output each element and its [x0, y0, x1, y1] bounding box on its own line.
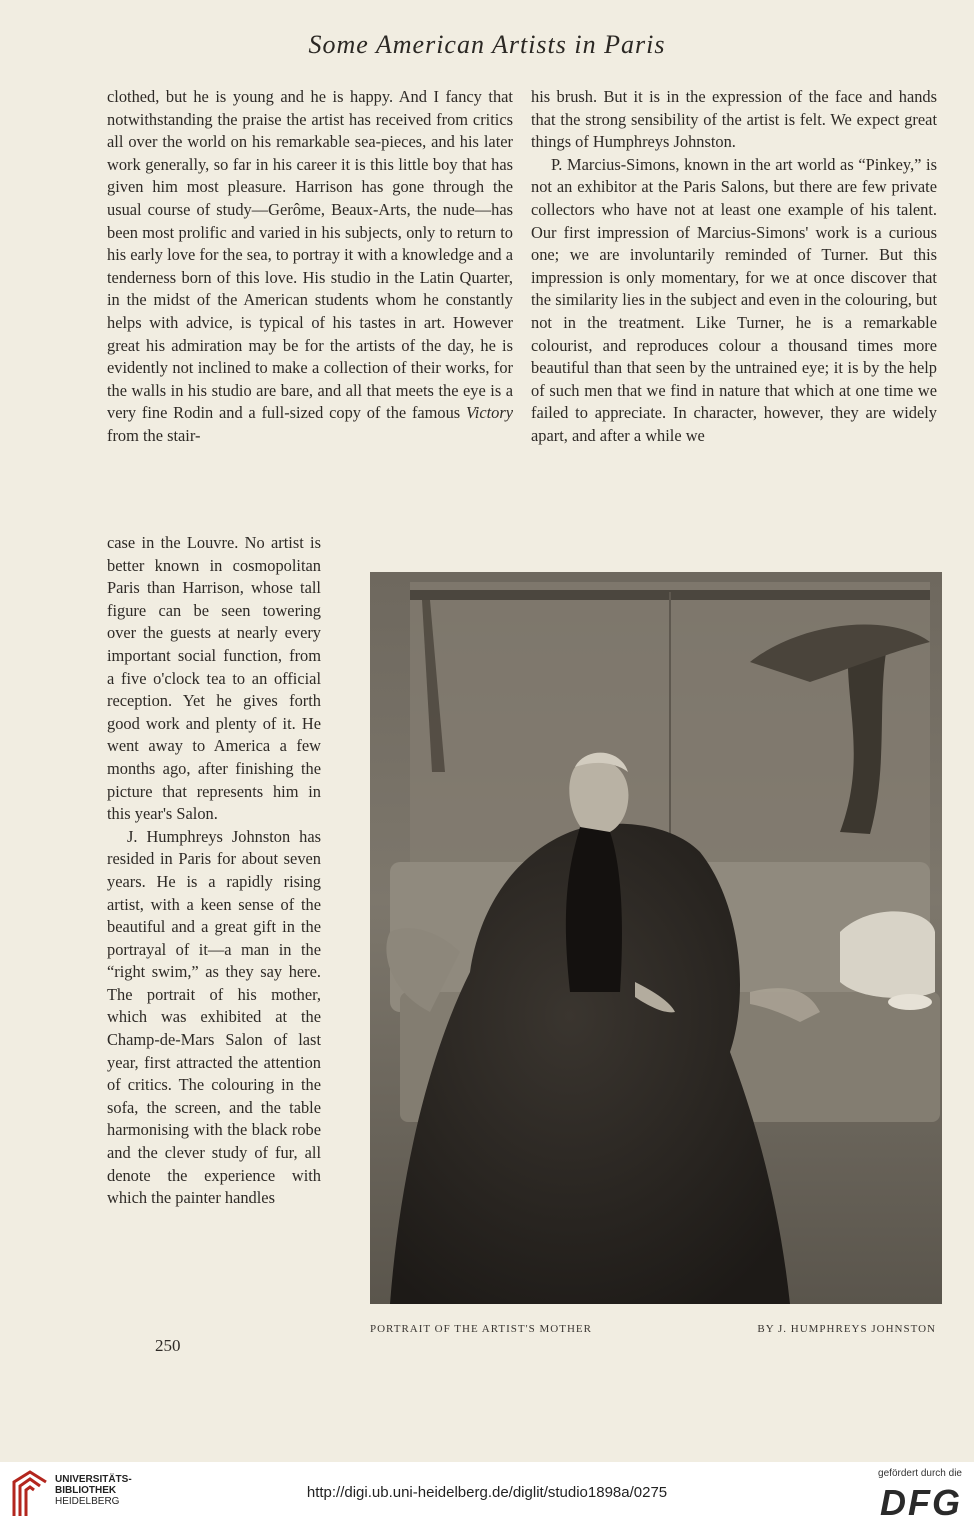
right-column	[531, 86, 937, 448]
left-top-text: clothed, but he is young and he is happy. And I fancy that notwithstanding the praise the artist has received from critics all over the world on his remarkable sea-pieces, and his later work generally, so far in his career it is this little boy that has given him most pleasure. Harrison has gone through the usual course of study—Gerôme, Beaux-Arts, the nude—has been most prolific and varied in his subjects, only to return to his early love for the sea, to portray it with a knowledge and a tenderness born of this love. His studio in the Latin Quarter, in the midst of the American students whom he constantly helps with advice, is typical of his tastes in art. However great his admiration may be for the artists of the day, he is evidently not inclined to make a collection of their works, for the walls in his studio are bare, and all that meets the eye is a very fine Rodin and a full-sized copy of the famous	[107, 87, 513, 423]
digitization-footer	[0, 1462, 974, 1530]
page-number: 250	[155, 1336, 181, 1355]
left-paragraph-johnston: J. Humphreys Johnston has resided in Paris for about seven years. He is a rapidly rising artist, with a keen sense of the beautiful and a great gift in the portrayal of it—a man in the “right swim,” as they say here. The portrait of his mother, which was exhibited at the Champ-de-Mars Salon of last year, first attracted the attention of critics. The colouring in the sofa, the screen, and the table harmonising with the black robe and the clever study of fur, all denote the experience with which the painter handles	[107, 826, 321, 1208]
portrait-plate	[370, 572, 942, 1304]
library-line-2: BIBLIOTHEK	[55, 1485, 117, 1496]
left-top-tail: from the stair-	[107, 425, 201, 445]
sofa-cushion	[840, 911, 935, 998]
running-title: Some American Artists in Paris	[308, 30, 666, 59]
left-paragraph-continued: case in the Louvre. No artist is better known in cosmopolitan Paris than Harrison, whose tall figure can be seen towering over the guests at nearly every important social function, from a five o'clock tea to an official reception. Yet he gives forth good work and plenty of it. He went away to America a few months ago, after finishing the picture that represents him in this year's Salon.	[107, 533, 321, 824]
portrait-illustration	[370, 572, 942, 1304]
dfg-logo: DFG	[880, 1482, 962, 1523]
tea-cup	[888, 994, 932, 1010]
victory-italic: Victory	[465, 403, 513, 423]
left-column-narrow	[107, 532, 321, 1210]
robe-front	[566, 827, 622, 992]
left-column-top	[107, 86, 513, 448]
right-paragraph-2: P. Marcius-Simons, known in the art world as “Pinkey,” is not an exhibitor at the Paris Salons, but there are few private collectors who have not at least one example of his talent. Our first impression of Marcius-Simons' work is a curious one; we are involuntarily reminded of Turner. But this impression is only momentary, for we at once discover that the similarity lies in the subject and even in the colouring, but not in the treatment. Like Turner, he is a remarkable colourist, and reproduces colour a thousand times more beautiful than that seen by the untrained eye; it is by the help of such men that we find in nature that which at one time we failed to appreciate. In character, however, they are widely apart, and after a while we	[531, 154, 937, 445]
right-paragraph-1: his brush. But it is in the expression of the face and hands that the strong sensibility of the artist is felt. We expect great things of Humphreys Johnston.	[531, 87, 937, 152]
library-line-3: HEIDELBERG	[55, 1496, 120, 1507]
funded-by-text: gefördert durch die	[878, 1468, 962, 1479]
library-line-1: UNIVERSITÄTS-	[55, 1474, 132, 1485]
plate-caption-artist: BY J. HUMPHREYS JOHNSTON	[757, 1323, 936, 1335]
source-url-link[interactable]: http://digi.ub.uni-heidelberg.de/diglit/studio1898a/0275	[306, 1484, 668, 1501]
plate-caption-title: PORTRAIT OF THE ARTIST'S MOTHER	[370, 1323, 592, 1335]
left-paragraph-top	[107, 86, 513, 448]
